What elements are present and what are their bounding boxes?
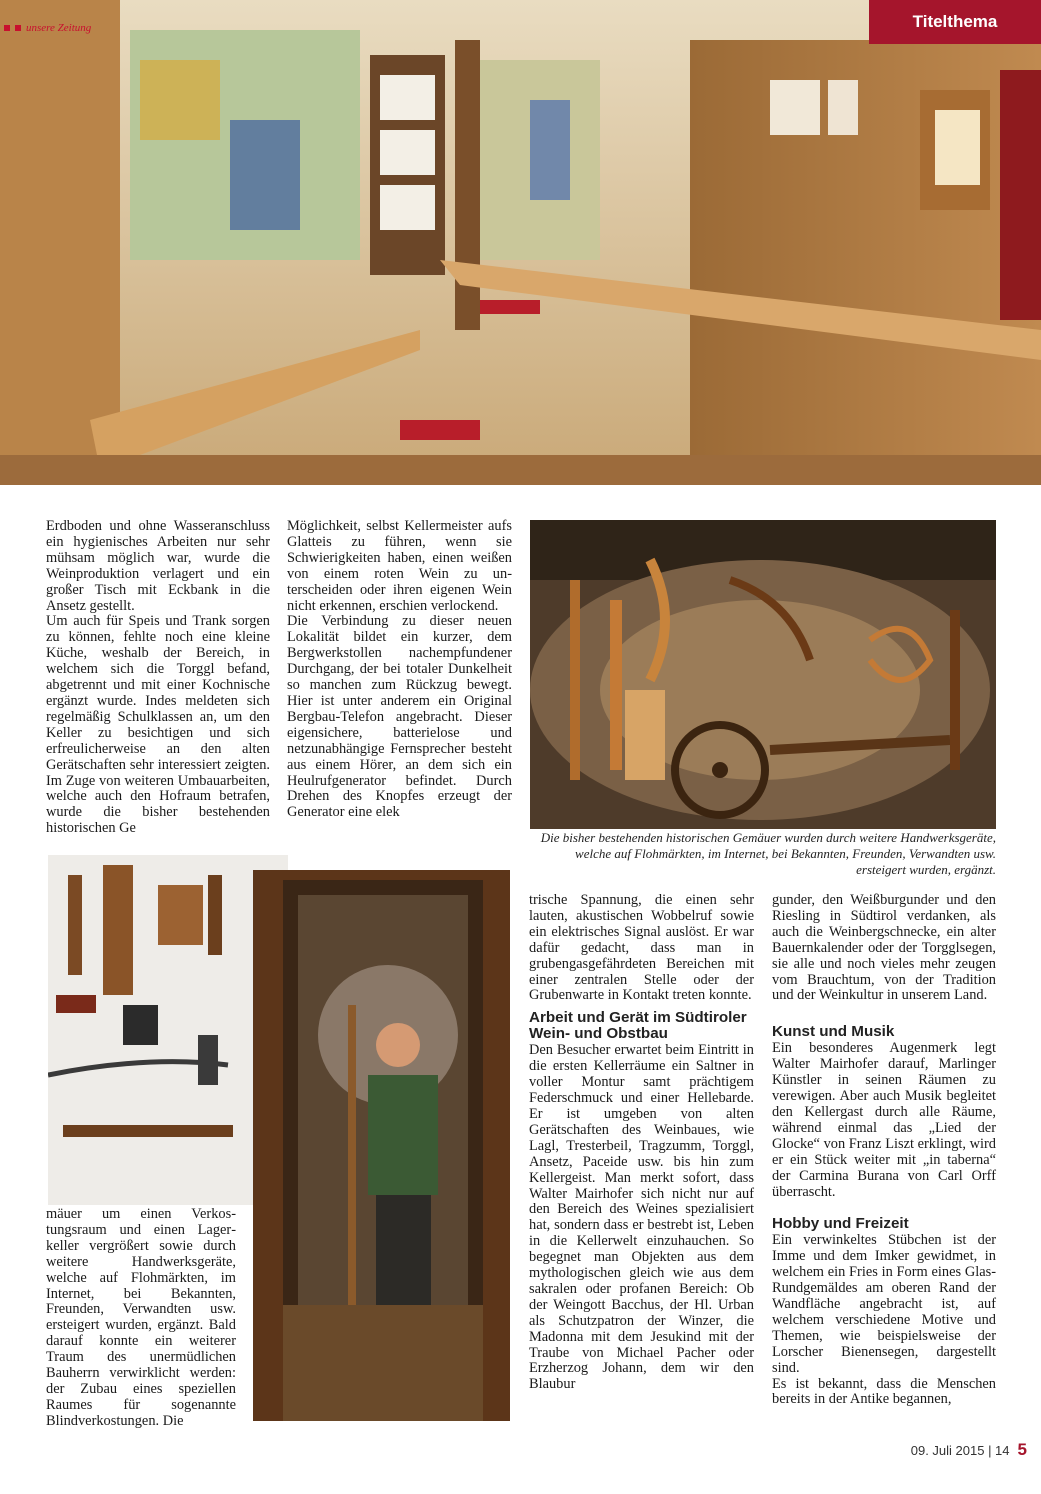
article-column-1-top bbox=[46, 519, 270, 837]
paragraph: Ein verwinkeltes Stübchen ist der Imme und dem Imker gewidmet, in welchem ein Fries in Form eines Glas-Rundgemäldes am oberen Rand der Wandfläche angebracht ist, auf welchem verschiedene Motive und Themen, wie beispielsweise der Lorscher Bienensegen, dargestellt sind. bbox=[772, 1232, 996, 1376]
paragraph: mäuer um einen Verkostungsraum und einen Lagerkeller vergrößert sowie durch weitere Handwerksgeräte, welche auf Flohmärkten, im Internet, bei Bekannten, Freunden, Verwandten usw. ersteigert wurden, ergänzt. Bald darauf konnte ein weiterer Traum des unermüdlichen Bauherrn verwirklicht werden: der Zubau eines speziellen Raumes für sogenannte Blindverkostungen. Die bbox=[46, 1206, 236, 1429]
paragraph: Es ist bekannt, dass die Menschen bereits in der Antike begannen, bbox=[772, 1375, 996, 1408]
cellar-room-photo bbox=[0, 0, 1041, 485]
paragraph: Ein besonderes Augenmerk legt Walter Mairhofer darauf, Marlinger Künstler in seinen Räumen zu verewigen. Aber auch Musik begleitet den Kellergast durch alle Räume, während einmal das „Lied der Glocke“ von Franz Liszt erklingt, wird er ein Stück weiter mit „in taberna“ der Carmina Burana von Carl Orff überrascht. bbox=[772, 1040, 996, 1200]
publication-brand bbox=[4, 22, 91, 34]
paragraph: Den Besucher erwartet beim Eintritt in die ersten Kellerräume ein Saltner in voller Montur samt prächtigem Federschmuck und einer Hellebarde. Er ist umgeben von alten Gerätschaften des Weinbaues, wie Lagl, Tresterbeil, Tragzumm, Torggl, Ansetz, Paceide usw. bis hin zum Kellergeist. Man merkt sofort, dass Walter Mairhofer sich nicht nur auf den Bereich des Weines spezialisiert hat, sondern dass er bestrebt ist, Leben in die Kellerwelt einzuhauchen. So begegnet man Objekten aus dem mythologischen gleich wie aus dem sakralen oder profanen Bereich: Ob der Weingott Bacchus, der Hl. Urban als Schutzpatron der Winzer, die Madonna mit dem Jesukind mit der Traube von Michael Pacher oder Erzherzog Johann, dem wir den Blaubur bbox=[529, 1042, 754, 1393]
section-tag: Titelthema bbox=[869, 0, 1041, 44]
article-column-2-top bbox=[287, 519, 512, 821]
article-column-3 bbox=[529, 893, 754, 1393]
section-heading: Kunst und Musik bbox=[772, 1023, 895, 1041]
page-number: 5 bbox=[1017, 1440, 1027, 1459]
paragraph: Die Verbindung zu dieser neuen Lokalität bildet ein kurzer, dem Bergwerkstollen nachempfundener Durchgang, der bei totaler Dunkelheit so manchen zum Rückzug bewegt. Hier ist unter anderem ein Original Bergbau-Telefon angebracht. Dieser eigensichere, batterielose und netzunabhängige Fernsprecher besteht aus einem Hörer, an dem sich ein Heulrufgenerator befindet. Durch Drehen des Knopfes erzeugt der Generator eine elek bbox=[287, 613, 512, 821]
brand-name: unsere Zeitung bbox=[26, 22, 92, 34]
paragraph: gunder, den Weißburgunder und den Riesling in Südtirol verdanken, als auch die Weinbergschnecke, ein alter Bauernkalender oder der Torgglsegen, sie alle und noch vieles mehr zeugen vom Brauchtum, von der Tradition und der Weinkultur in unserem Land. bbox=[772, 892, 996, 1004]
paragraph: Um auch für Speis und Trank sorgen zu können, fehlte noch eine kleine Küche, weshalb der Bereich, in welchem sich die Torggl befand, abgetrennt und mit einer Kochnische ergänzt wurde. Indes meldeten sich regelmäßig Schulklassen an, um den Keller zu besichtigen und sich erfreulicherweise an den alten Gerätschaften sehr interessiert zeigten. Im Zuge von weiteren Umbauarbeiten, welche auch den Hofraum betrafen, wurde die bisher bestehenden historischen Ge bbox=[46, 613, 270, 837]
issue-date: 09. Juli 2015 | 14 bbox=[910, 1443, 1010, 1458]
page-footer bbox=[911, 1440, 1027, 1460]
paragraph: Möglichkeit, selbst Kellermeister aufs Glatteis zu führen, wenn sie Schwierigkeiten haben, einen weißen von einem roten Wein zu unterscheiden oder ihren eigenen Wein nicht erkennen, erschien verlockend. bbox=[287, 518, 512, 614]
brand-square-icon bbox=[15, 25, 21, 31]
paragraph: trische Spannung, die einen sehr lauten, akustischen Wobbelruf sowie ein elektrisches Signal auslöst. Er war dafür gedacht, dass man in grubengasgefährdeten Bereichen mit einer zentralen Stelle oder der Grubenwarte in Kontakt treten konnte. bbox=[529, 892, 754, 1004]
photo-caption: Die bisher bestehenden historischen Gemäuer wurden durch weitere Handwerksgeräte, welche auf Flohmärkten, im Internet, bei Bekannten, Freunden, Verwandten usw. ersteigert wurden, ergänzt. bbox=[540, 830, 996, 877]
brand-square-icon bbox=[4, 25, 10, 31]
historic-tools-photo bbox=[530, 520, 996, 829]
section-heading: Arbeit und Gerät im Südtiroler Wein- und Obstbau bbox=[529, 1009, 747, 1043]
paragraph: Erdboden und ohne Wasseranschluss ein hygienisches Arbeiten nur sehr mühsam möglich war, wurde die Weinproduktion verlagert und ein großer Tisch mit Eckbank in die Ansetz gestellt. bbox=[46, 518, 270, 614]
article-column-4 bbox=[772, 893, 996, 1408]
article-column-1-bottom bbox=[46, 1207, 236, 1430]
section-heading: Hobby und Freizeit bbox=[772, 1215, 909, 1233]
